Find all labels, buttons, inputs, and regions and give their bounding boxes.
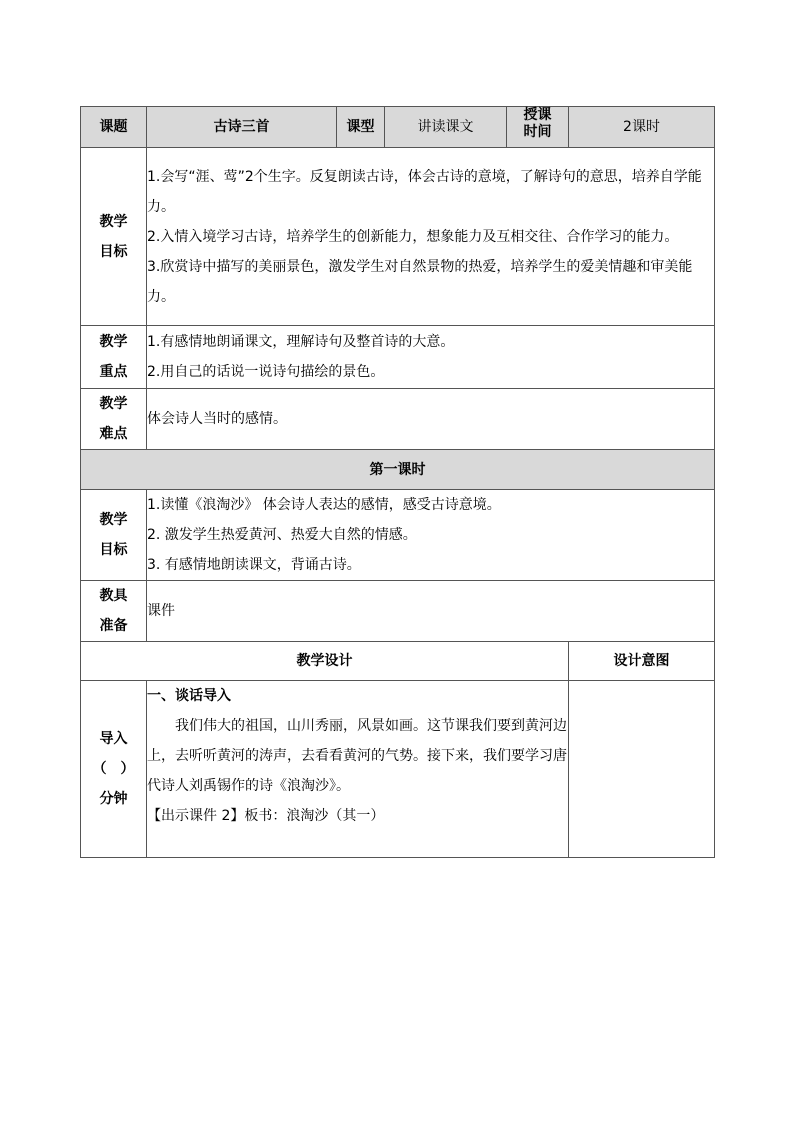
intro-paragraph: 我们伟大的祖国，山川秀丽，风景如画。这节课我们要到黄河边上，去听听黄河的涛声，去看看黄河的气势。接下来，我们要学习唐代诗人刘禹锡作的诗《浪淘沙》。 xyxy=(147,718,567,794)
intro-intent xyxy=(569,681,715,858)
key-points-label: 教学 重点 xyxy=(81,326,147,389)
key-points-row xyxy=(81,326,715,389)
intro-label: 导入 （ ） 分钟 xyxy=(81,681,147,858)
materials-row xyxy=(81,581,715,642)
difficulties-content: 体会诗人当时的感情。 xyxy=(147,389,715,450)
objective-item: 3.欣赏诗中描写的美丽景色，激发学生对自然景物的热爱，培养学生的爱美情趣和审美能力。 xyxy=(147,258,693,305)
objective-item: 1.会写“涯、莺”2个生字。反复朗读古诗，体会古诗的意境，了解诗句的意思，培养自学能力。 xyxy=(147,168,702,215)
materials-content: 课件 xyxy=(147,581,715,642)
objectives-label: 教学 目标 xyxy=(81,148,147,326)
first-lesson-title: 第一课时 xyxy=(81,450,715,490)
difficulties-row xyxy=(81,389,715,450)
materials-label: 教具 准备 xyxy=(81,581,147,642)
header-row xyxy=(81,107,715,148)
lesson-plan-table xyxy=(80,106,715,858)
time-value: 2课时 xyxy=(569,107,715,148)
first-lesson-objectives-label: 教学 目标 xyxy=(81,490,147,581)
first-lesson-objective-item: 2. 激发学生热爱黄河、热爱大自然的情感。 xyxy=(147,527,417,543)
design-header-row xyxy=(81,642,715,681)
objectives-row xyxy=(81,148,715,326)
first-lesson-objectives-content xyxy=(147,490,715,581)
intent-header: 设计意图 xyxy=(569,642,715,681)
time-label xyxy=(507,107,569,148)
topic-value: 古诗三首 xyxy=(147,107,337,148)
intro-row xyxy=(81,681,715,858)
type-label: 课型 xyxy=(337,107,385,148)
time-label-line-1: 授课 xyxy=(523,107,552,123)
topic-label: 课题 xyxy=(81,107,147,148)
first-lesson-objective-item: 3. 有感情地朗读课文，背诵古诗。 xyxy=(147,557,361,573)
intro-board: 【出示课件 2】板书：浪淘沙（其一） xyxy=(147,808,385,824)
key-point-item: 2.用自己的话说一说诗句描绘的景色。 xyxy=(147,364,385,380)
objective-item: 2.入情入境学习古诗，培养学生的创新能力，想象能力及互相交往、合作学习的能力。 xyxy=(147,228,679,245)
first-lesson-objective-item: 1.读懂《浪淘沙》 体会诗人表达的感情，感受古诗意境。 xyxy=(147,497,501,513)
intro-content xyxy=(147,681,569,858)
intro-heading: 一、谈话导入 xyxy=(147,688,231,704)
key-point-item: 1.有感情地朗诵课文，理解诗句及整首诗的大意。 xyxy=(147,334,455,350)
time-label-line-2: 时间 xyxy=(523,124,552,140)
difficulties-label: 教学 难点 xyxy=(81,389,147,450)
design-header: 教学设计 xyxy=(81,642,569,681)
key-points-content xyxy=(147,326,715,389)
objectives-content xyxy=(147,148,715,326)
type-value: 讲读课文 xyxy=(385,107,507,148)
first-lesson-objectives-row xyxy=(81,490,715,581)
first-lesson-band xyxy=(81,450,715,490)
